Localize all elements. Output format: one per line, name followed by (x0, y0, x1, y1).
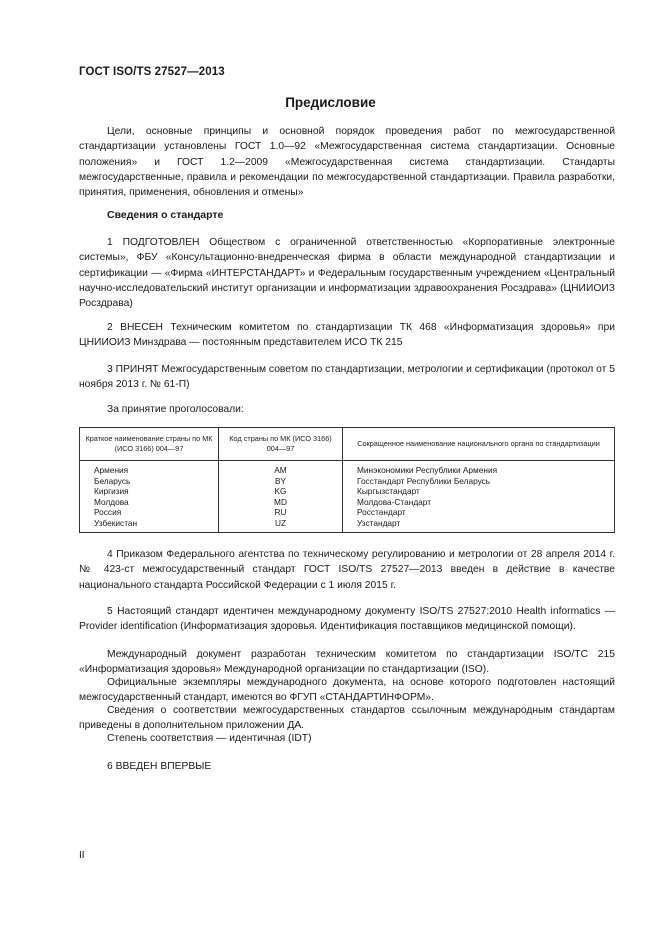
code-cell: BY (219, 476, 343, 487)
country-cell: Россия (80, 507, 219, 518)
country-cell: Киргизия (80, 486, 219, 497)
country-cell: Молдова (80, 497, 219, 508)
item-3-paragraph: 3 ПРИНЯТ Межгосударственным советом по стандартизации, метрологии и сертификации (протокол от 5 ноября 2013 г. № 61-П) (79, 364, 615, 391)
intro-paragraph: Цели, основные принципы и основной порядок проведения работ по межгосударственной стандартизации установлены ГОСТ 1.0—92 «Межгосударственная система стандартизации. Основные положения» и ГОСТ 1.2—2009 «Межгосударственная система стандартизации. Стандарты межгосударственные, правила и рекомендации по межгосударственной стандартизации. Правила разработки, принятия, применения, обновления и отмены» (79, 126, 615, 199)
table-row (80, 507, 615, 518)
page-number: II (79, 850, 85, 861)
table-header-row (80, 428, 615, 461)
country-cell: Беларусь (80, 476, 219, 487)
column-header-country: Краткое наименование страны по МК (ИСО 3166) 004—97 (80, 428, 219, 461)
item-2-paragraph: 2 ВНЕСЕН Техническим комитетом по стандартизации ТК 468 «Информатизация здоровья» при ЦНИИОИЗ Минздрава — постоянным представителем ИСО ТК 215 (79, 322, 615, 349)
body-cell: Минэкономики Республики Армения (343, 461, 615, 476)
column-header-body: Сокращенное наименование национального органа по стандартизации (343, 428, 615, 461)
document-header: ГОСТ ISO/TS 27527—2013 (79, 66, 225, 78)
item-1-paragraph: 1 ПОДГОТОВЛЕН Обществом с ограниченной ответственностью «Корпоративные электронные системы», ФБУ «Консультационно-внедренческая фирма в области международной стандартизации и сертификации — «Фирма «ИНТЕРСТАНДАРТ» и Федеральным государственным учреждением «Центральный научно-исследовательский институт организации и информатизации здравоохранения Росздрава» (ЦНИИОИЗ Росздрава) (79, 237, 615, 310)
body-cell: Кыргызстандарт (343, 486, 615, 497)
item-5-paragraph-e: Степень соответствия — идентичная (IDT) (107, 733, 312, 744)
body-cell: Росстандарт (343, 507, 615, 518)
item-6-paragraph: 6 ВВЕДЕН ВПЕРВЫЕ (107, 761, 212, 772)
code-cell: UZ (219, 518, 343, 532)
item-5-paragraph: 5 Настоящий стандарт идентичен международному документу ISO/TS 27527:2010 Health informatics — Provider identification (Информатизация здоровья. Идентификация поставщиков медицинской помощи). (79, 606, 615, 633)
table-row (80, 518, 615, 532)
code-cell: MD (219, 497, 343, 508)
item-4-paragraph: 4 Приказом Федерального агентства по техническому регулированию и метрологии от 28 апреля 2014 г. № 423-ст межгосударственный стандарт ГОСТ ISO/TS 27527—2013 введен в действие в качестве национального стандарта Российской Федерации с 1 июля 2015 г. (79, 549, 615, 591)
body-cell: Молдова-Стандарт (343, 497, 615, 508)
item-5-paragraph-c: Официальные экземпляры международного документа, на основе которого подготовлен настоящий межгосударственный стандарт, имеются во ФГУП «СТАНДАРТИНФОРМ». (79, 677, 615, 704)
body-cell: Госстандарт Республики Беларусь (343, 476, 615, 487)
code-cell: AM (219, 461, 343, 476)
table-row (80, 476, 615, 487)
voting-table (79, 427, 615, 533)
section-heading: Сведения о стандарте (107, 209, 224, 221)
code-cell: KG (219, 486, 343, 497)
item-5-paragraph-d: Сведения о соответствии межгосударственных стандартов ссылочным международным стандартам приведены в дополнительном приложении ДА. (79, 705, 615, 732)
item-5-paragraph-b: Международный документ разработан техническим комитетом по стандартизации ISO/TC 215 «Информатизация здоровья» Международной организации по стандартизации (ISO). (79, 649, 615, 676)
table-row (80, 461, 615, 476)
column-header-code: Код страны по МК (ИСО 3166) 004—97 (219, 428, 343, 461)
body-cell: Узстандарт (343, 518, 615, 532)
vote-label: За принятие проголосовали: (107, 404, 244, 415)
code-cell: RU (219, 507, 343, 518)
table-row (80, 486, 615, 497)
page-title: Предисловие (285, 95, 376, 110)
country-cell: Армения (80, 461, 219, 476)
country-cell: Узбекистан (80, 518, 219, 532)
table-row (80, 497, 615, 508)
